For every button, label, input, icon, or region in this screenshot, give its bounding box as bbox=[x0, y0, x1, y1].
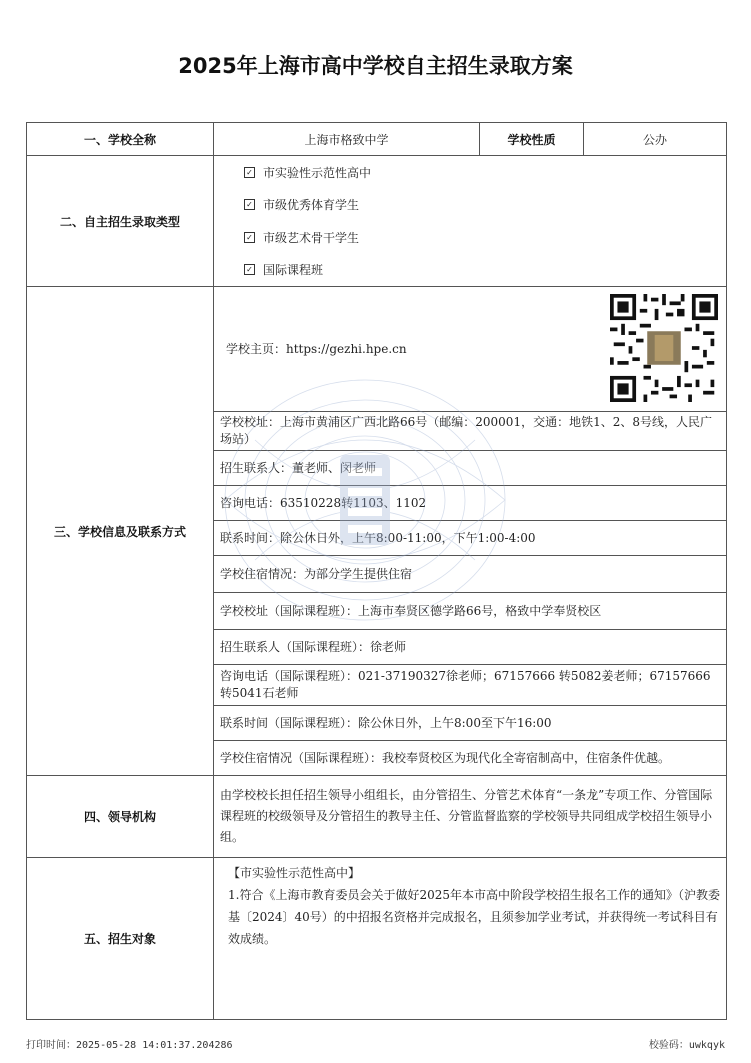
label-school-info: 三、学校信息及联系方式 bbox=[27, 287, 214, 776]
label-leadership: 四、领导机构 bbox=[27, 776, 214, 858]
intl-phone-block bbox=[214, 664, 726, 705]
row-leadership bbox=[27, 776, 727, 858]
row-admission-types bbox=[27, 156, 727, 287]
hours-text: 联系时间：除公休日外，上午8:00-11:00，下午1:00-4:00 bbox=[220, 530, 536, 545]
lodging-block bbox=[214, 555, 726, 592]
checked-checkbox-icon: ✓ bbox=[244, 264, 255, 275]
label-admission-types: 二、自主招生录取类型 bbox=[27, 156, 214, 287]
admission-type-label: 国际课程班 bbox=[263, 263, 324, 278]
intl-address-text: 学校校址（国际课程班）：上海市奉贤区德学路66号，格致中学奉贤校区 bbox=[220, 603, 602, 618]
checksum: 校验码：uwkqyk bbox=[648, 1040, 725, 1051]
school-type-value: 公办 bbox=[584, 123, 727, 156]
label-school-type: 学校性质 bbox=[480, 123, 584, 156]
admission-target-cell bbox=[214, 858, 727, 1020]
contact-block bbox=[214, 450, 726, 485]
admission-type-label: 市级优秀体育学生 bbox=[263, 198, 360, 213]
school-info-cell bbox=[214, 287, 727, 776]
admission-table bbox=[26, 122, 727, 1020]
admission-type-item bbox=[214, 189, 726, 222]
admission-type-item bbox=[214, 221, 726, 254]
phone-text: 咨询电话：63510228转1103、1102 bbox=[220, 495, 427, 510]
intl-hours-text: 联系时间（国际课程班）：除公休日外，上午8:00至下午16:00 bbox=[220, 715, 552, 730]
label-school-name: 一、学校全称 bbox=[27, 123, 214, 156]
qr-code-icon bbox=[610, 294, 718, 402]
contact-text: 招生联系人：董老师、闵老师 bbox=[220, 460, 377, 475]
checked-checkbox-icon: ✓ bbox=[244, 199, 255, 210]
school-name-value: 上海市格致中学 bbox=[214, 123, 480, 156]
page-title: 2025年上海市高中学校自主招生录取方案 bbox=[178, 54, 573, 78]
hours-block bbox=[214, 520, 726, 555]
admission-type-label: 市实验性示范性高中 bbox=[263, 165, 372, 180]
label-admission-target: 五、招生对象 bbox=[27, 858, 214, 1020]
intl-phone-text: 咨询电话（国际课程班）：021-37190327徐老师；67157666 转5082姜老师；67157666 转5041石老师 bbox=[220, 669, 711, 700]
leadership-text: 由学校校长担任招生领导小组组长，由分管招生、分管艺术体育“一条龙”专项工作、分管国际课程班的校级领导及分管招生的教导主任、分管监督监察的学校领导共同组成学校招生领导小组。 bbox=[214, 776, 727, 858]
lodging-text: 学校住宿情况：为部分学生提供住宿 bbox=[220, 566, 413, 581]
intl-lodging-block bbox=[214, 740, 726, 775]
admission-target-heading: 【市实验性示范性高中】 bbox=[228, 866, 361, 880]
homepage-text: 学校主页：https://gezhi.hpe.cn bbox=[226, 341, 407, 356]
address-block bbox=[214, 411, 726, 450]
intl-hours-block bbox=[214, 705, 726, 740]
row-school-info bbox=[27, 287, 727, 776]
homepage-block bbox=[214, 287, 726, 411]
checked-checkbox-icon: ✓ bbox=[244, 167, 255, 178]
checked-checkbox-icon: ✓ bbox=[244, 232, 255, 243]
admission-type-item bbox=[214, 156, 726, 189]
admission-type-item bbox=[214, 254, 726, 287]
admission-type-label: 市级艺术骨干学生 bbox=[263, 230, 360, 245]
intl-lodging-text: 学校住宿情况（国际课程班）：我校奉贤校区为现代化全寄宿制高中，住宿条件优越。 bbox=[220, 750, 671, 765]
intl-contact-text: 招生联系人（国际课程班）：徐老师 bbox=[220, 639, 407, 654]
row-admission-target bbox=[27, 858, 727, 1020]
intl-contact-block bbox=[214, 629, 726, 664]
row-school-name bbox=[27, 123, 727, 156]
print-time: 打印时间：2025-05-28 14:01:37.204286 bbox=[26, 1040, 233, 1051]
admission-types-list bbox=[214, 156, 727, 287]
intl-address-block bbox=[214, 592, 726, 629]
address-text: 学校校址：上海市黄浦区广西北路66号（邮编：200001，交通：地铁1、2、8号线，人民广场站） bbox=[220, 415, 712, 446]
admission-target-text: 1.符合《上海市教育委员会关于做好2025年本市高中阶段学校招生报名工作的通知》（沪教委基〔2024〕40号）的中招报名资格并完成报名，且须参加学业考试，并获得统一考试科目有效成绩。 bbox=[228, 888, 720, 946]
phone-block bbox=[214, 485, 726, 520]
